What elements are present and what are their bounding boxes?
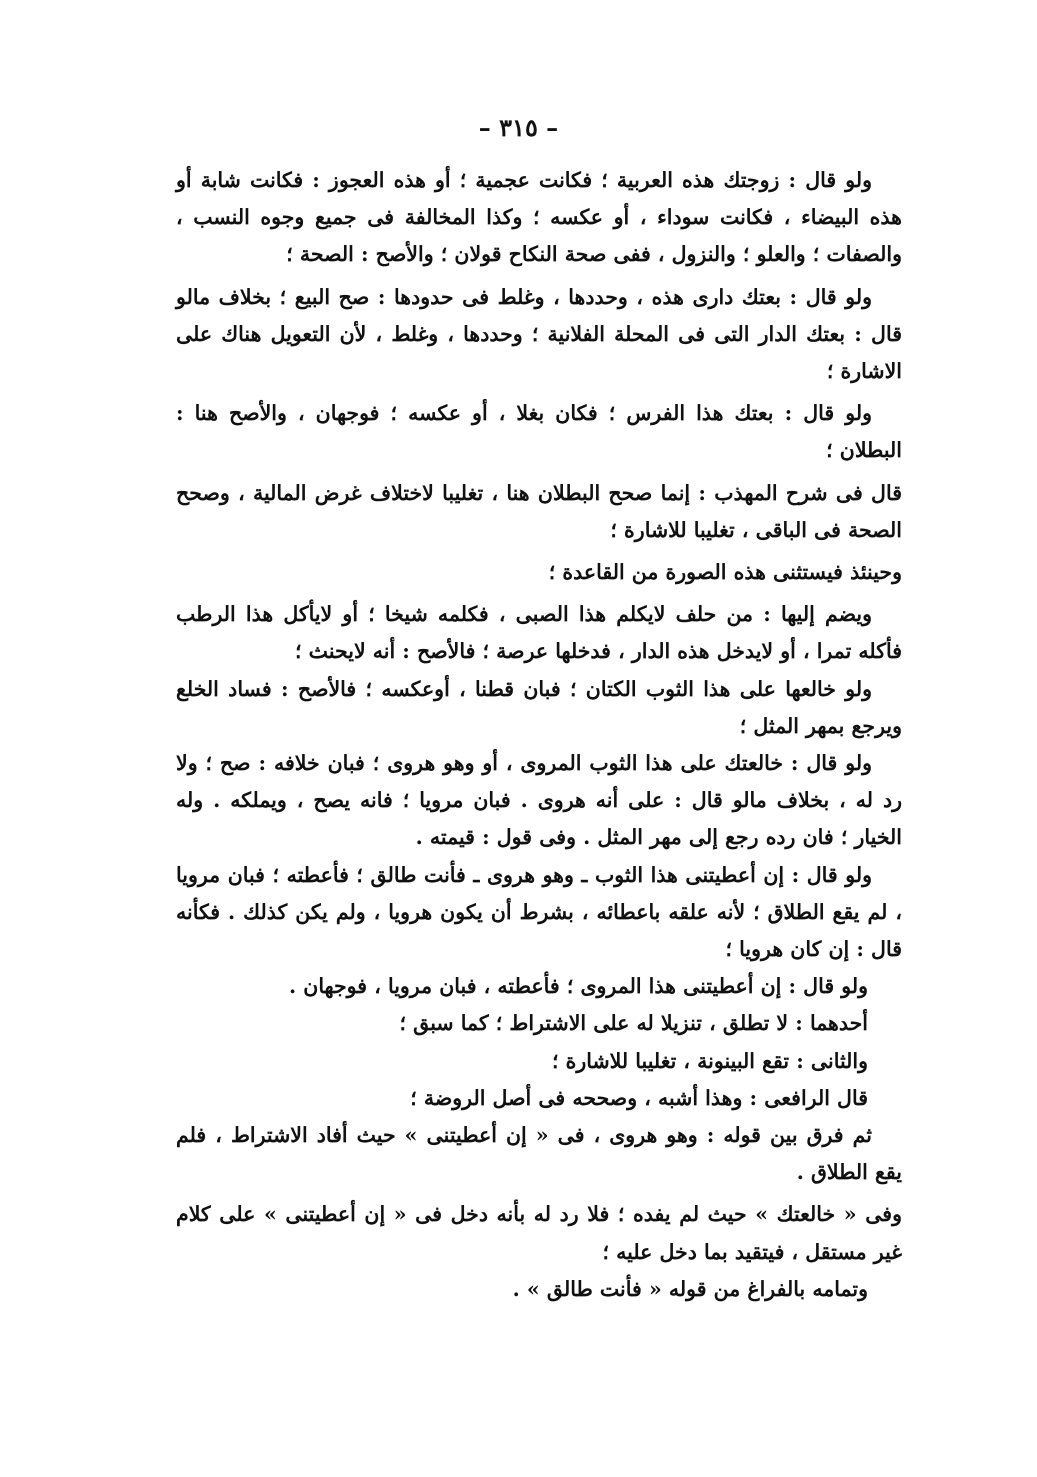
paragraph-2: ولو قال : بعتك دارى هذه ، وحددها ، وغلط فى حدودها : صح البيع ؛ بخلاف مالو قال : بعتك الدار التى فى المحلة الفلانية ؛ وحددها ، وغلط ، لأن التعويل هناك على الاشارة ؛ [176,284,902,384]
paragraph-13: قال الرافعى : وهذا أشبه ، وصححه فى أصل الروضة ؛ [410,1085,868,1110]
paragraph-15: وفى « خالعتك » حيث لم يفده ؛ فلا رد له بأنه دخل فى « إن أعطيتنى » على كلام غير مستقل ، فيتقيد بما دخل عليه ؛ [176,1202,902,1264]
paragraph-16: وتمامه بالفراغ من قوله « فأنت طالق » . [512,1276,868,1301]
page-number: – ٣١٥ – [478,113,559,142]
paragraph-4: قال فى شرح المهذب : إنما صحح البطلان هنا ، تغليبا لاختلاف غرض المالية ، وصحح الصحة فى الباقى ، تغليبا للاشارة ؛ [176,480,902,542]
paragraph-9: ولو قال : إن أعطيتنى هذا الثوب ـ وهو هروى ـ فأنت طالق ؛ فأعطته ؛ فبان مرويا ، لم يقع الطلاق ؛ لأنه علقه باعطائه ، بشرط أن يكون هرويا ، ولم يكن كذلك . فكأنه قال : إن كان هرويا ؛ [176,862,902,962]
paragraph-5: وحينئذ فيستثنى هذه الصورة من القاعدة ؛ [548,560,902,585]
paragraph-6: ويضم إليها : من حلف لايكلم هذا الصبى ، فكلمه شيخا ؛ أو لايأكل هذا الرطب فأكله تمرا ، أو لايدخل هذه الدار ، فدخلها عرصة ؛ فالأصح : أنه لايحنث ؛ [176,602,902,664]
paragraph-10: ولو قال : إن أعطيتنى هذا المروى ؛ فأعطته ، فبان مرويا ، فوجهان . [288,974,868,999]
paragraph-1: ولو قال : زوجتك هذه العربية ؛ فكانت عجمية ؛ أو هذه العجوز : فكانت شابة أو هذه البيضاء ، فكانت سوداء ، أو عكسه ؛ وكذا المخالفة فى جميع وجوه النسب ، والصفات ؛ والعلو ؛ والنزول ، ففى صحة النكاح قولان ؛ والأصح : الصحة ؛ [176,168,902,267]
paragraph-7: ولو خالعها على هذا الثوب الكتان ؛ فبان قطنا ، أوعكسه ؛ فالأصح : فساد الخلع ويرجع بمهر المثل ؛ [176,676,902,738]
body-text [176,162,902,1308]
paragraph-12: والثانى : تقع البينونة ، تغليبا للاشارة ؛ [551,1048,868,1073]
paragraph-8: ولو قال : خالعتك على هذا الثوب المروى ، أو وهو هروى ؛ فبان خلافه : صح ؛ ولا رد له ، بخلاف مالو قال : على أنه هروى . فبان مرويا ؛ فانه يصح ، ويملكه . وله الخيار ؛ فان رده رجع إلى مهر المثل . وفى قول : قيمته . [176,751,902,850]
paragraph-11: أحدهما : لا تطلق ، تنزيلا له على الاشتراط ؛ كما سبق ؛ [399,1011,868,1036]
paragraph-3: ولو قال : بعتك هذا الفرس ؛ فكان بغلا ، أو عكسه ؛ فوجهان ، والأصح هنا : البطلان ؛ [176,401,902,463]
paragraph-14: ثم فرق بين قوله : وهو هروى ، فى « إن أعطيتنى » حيث أفاد الاشتراط ، فلم يقع الطلاق . [176,1123,902,1185]
